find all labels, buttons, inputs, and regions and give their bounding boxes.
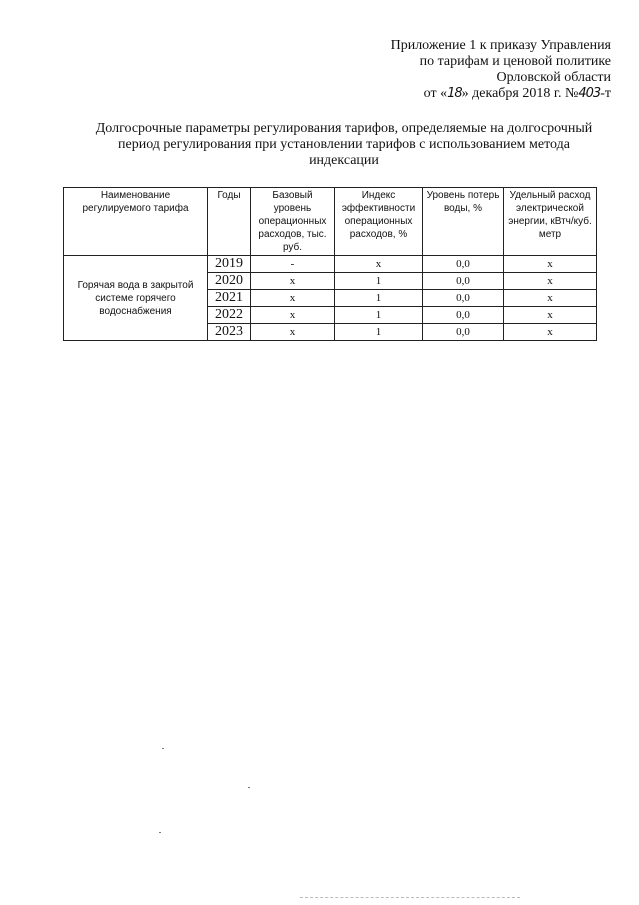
year-cell: 2021 (208, 290, 251, 307)
order-date-line (311, 86, 611, 102)
table-header-row (64, 188, 597, 256)
header-line: по тарифам и ценовой политике (419, 54, 611, 69)
handwritten-number: 403 (578, 86, 601, 101)
energy-cell: х (504, 307, 597, 324)
title-line: Долгосрочные параметры регулирования тарифов, определяемые на долгосрочный (95, 121, 593, 136)
water-loss-cell: 0,0 (423, 290, 504, 307)
date-suffix: -т (600, 86, 611, 101)
base-level-cell: х (251, 273, 335, 290)
header-efficiency-index: Индекс эффективности операционных расходов, % (335, 188, 423, 256)
date-prefix: от « (423, 86, 448, 101)
header-water-loss: Уровень потерь воды, % (423, 188, 504, 256)
date-middle: » декабря 2018 г. № (461, 86, 579, 101)
year-cell: 2023 (208, 324, 251, 341)
base-level-cell: х (251, 324, 335, 341)
title-line: период регулирования при установлении тарифов с использованием метода (118, 137, 570, 152)
scan-speck (159, 832, 161, 833)
header-line: Приложение 1 к приказу Управления (390, 38, 611, 53)
header-years: Годы (208, 188, 251, 256)
scan-speck (162, 748, 164, 749)
water-loss-cell: 0,0 (423, 324, 504, 341)
scan-speck (248, 787, 250, 788)
year-cell: 2020 (208, 273, 251, 290)
header-line: Орловской области (496, 70, 611, 85)
table-row (64, 256, 597, 273)
energy-cell: х (504, 273, 597, 290)
efficiency-index-cell: 1 (335, 290, 423, 307)
scan-edge-line (300, 897, 520, 898)
header-base-level: Базовый уровень операционных расходов, тыс. руб. (251, 188, 335, 256)
header-tariff-name: Наименование регулируемого тарифа (64, 188, 208, 256)
title-line: индексации (309, 153, 379, 168)
energy-cell: х (504, 324, 597, 341)
base-level-cell: х (251, 307, 335, 324)
efficiency-index-cell: 1 (335, 324, 423, 341)
handwritten-day: 18 (447, 86, 462, 101)
header-energy: Удельный расход электрической энергии, кВтч/куб. метр (504, 188, 597, 256)
regulation-parameters-table (63, 187, 597, 341)
tariff-name-cell: Горячая вода в закрытой системе горячего водоснабжения (64, 256, 208, 341)
efficiency-index-cell: х (335, 256, 423, 273)
water-loss-cell: 0,0 (423, 256, 504, 273)
document-title (74, 121, 614, 169)
energy-cell: х (504, 290, 597, 307)
appendix-header (311, 38, 611, 102)
energy-cell: х (504, 256, 597, 273)
efficiency-index-cell: 1 (335, 273, 423, 290)
year-cell: 2022 (208, 307, 251, 324)
water-loss-cell: 0,0 (423, 273, 504, 290)
base-level-cell: х (251, 290, 335, 307)
efficiency-index-cell: 1 (335, 307, 423, 324)
base-level-cell: - (251, 256, 335, 273)
water-loss-cell: 0,0 (423, 307, 504, 324)
year-cell: 2019 (208, 256, 251, 273)
